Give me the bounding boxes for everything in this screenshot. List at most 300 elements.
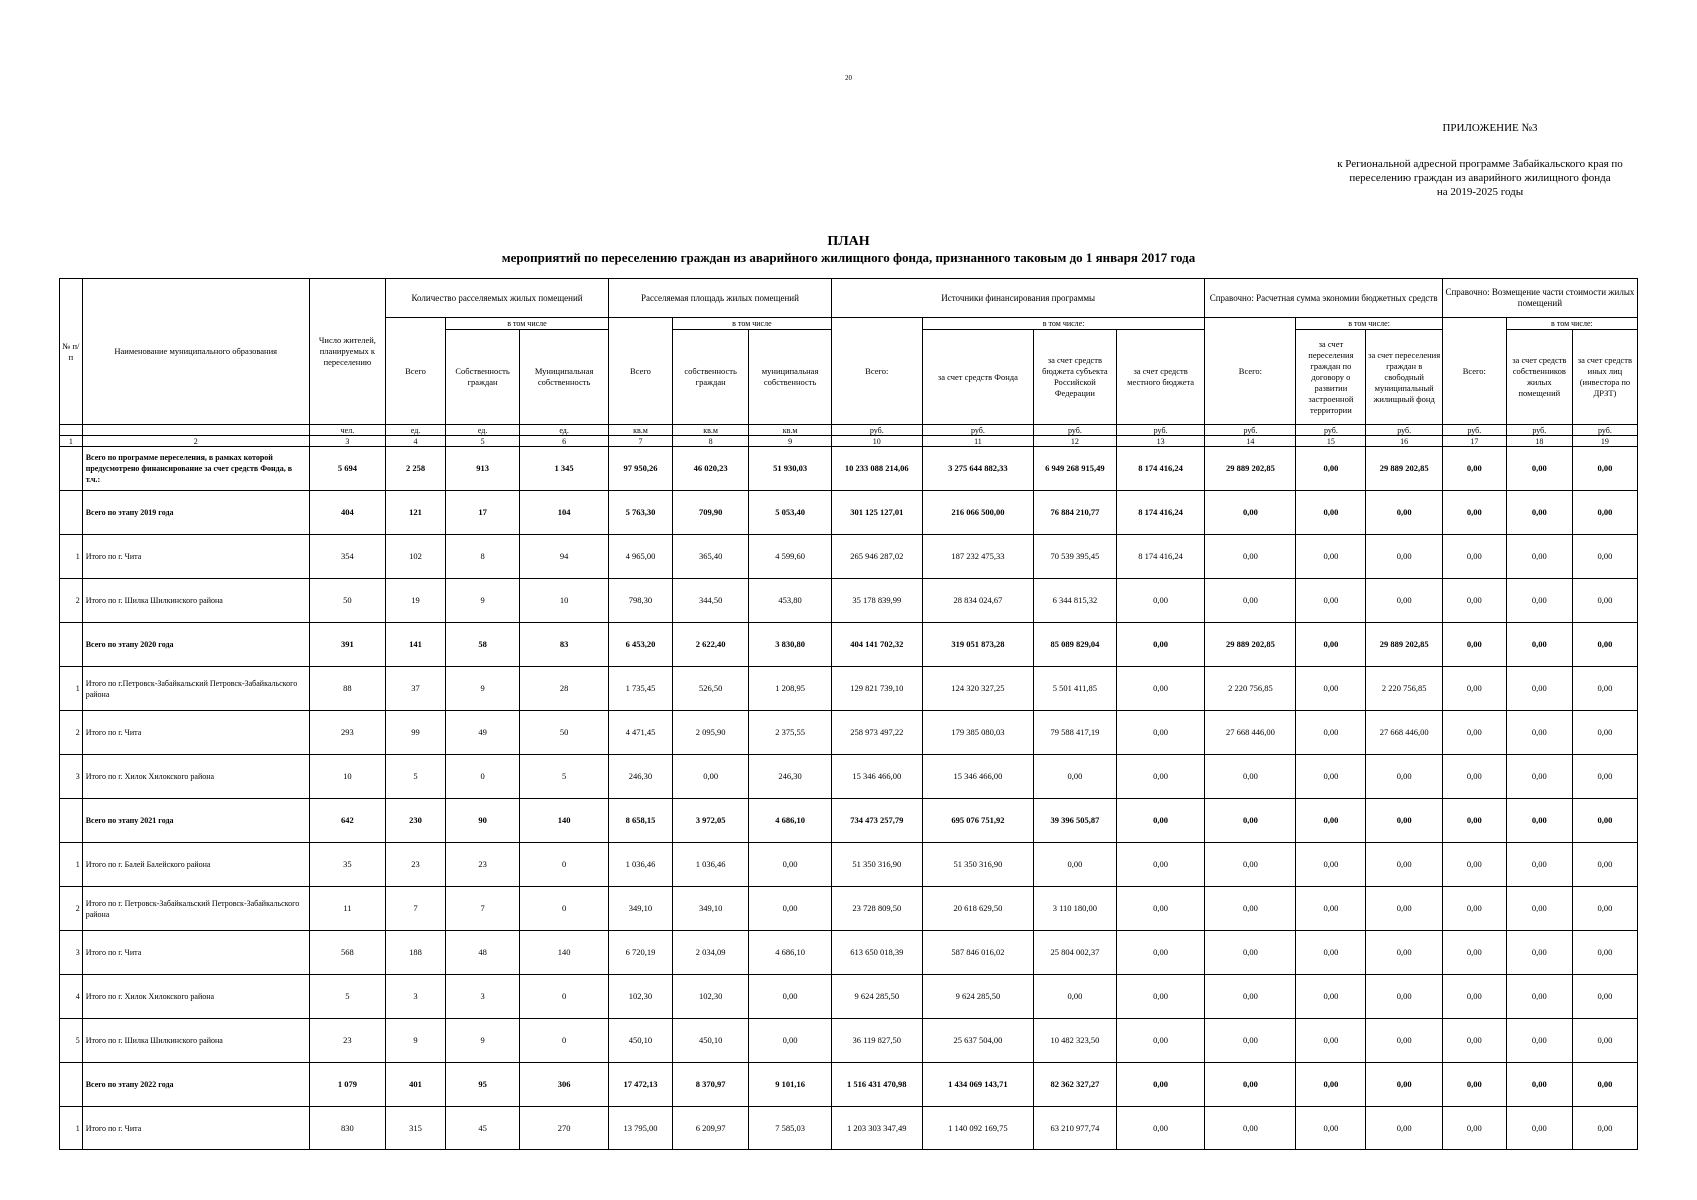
value-cell: 23 (445, 843, 519, 887)
value-cell: 6 949 268 915,49 (1034, 447, 1117, 491)
value-cell: 0,00 (1506, 887, 1572, 931)
unit-cell: руб. (1116, 425, 1205, 436)
value-cell: 9 (445, 1019, 519, 1063)
header-group-quantity: Количество расселяемых жилых помещений (386, 279, 609, 318)
value-cell: 0,00 (749, 1019, 832, 1063)
value-cell: 0,00 (1034, 755, 1117, 799)
value-cell: 293 (309, 711, 385, 755)
value-cell: 0,00 (1296, 931, 1366, 975)
unit-cell: руб. (1205, 425, 1296, 436)
value-cell: 3 110 180,00 (1034, 887, 1117, 931)
municipality-name: Итого по г. Петровск-Забайкальский Петровск-Забайкальского района (82, 887, 309, 931)
value-cell: 19 (386, 579, 446, 623)
value-cell: 301 125 127,01 (831, 491, 922, 535)
value-cell: 99 (386, 711, 446, 755)
value-cell: 140 (520, 931, 609, 975)
value-cell: 9 624 285,50 (831, 975, 922, 1019)
value-cell: 0,00 (672, 755, 748, 799)
value-cell: 0,00 (1296, 975, 1366, 1019)
value-cell: 365,40 (672, 535, 748, 579)
row-number: 1 (60, 667, 83, 711)
value-cell: 401 (386, 1063, 446, 1107)
value-cell: 2 095,90 (672, 711, 748, 755)
value-cell: 0,00 (1366, 1063, 1442, 1107)
value-cell: 0,00 (1506, 447, 1572, 491)
value-cell: 319 051 873,28 (922, 623, 1033, 667)
value-cell: 0,00 (1572, 931, 1637, 975)
value-cell: 0,00 (1296, 1107, 1366, 1150)
value-cell: 0 (520, 975, 609, 1019)
value-cell: 46 020,23 (672, 447, 748, 491)
value-cell: 0,00 (1442, 667, 1506, 711)
value-cell: 0,00 (1296, 711, 1366, 755)
value-cell: 7 (445, 887, 519, 931)
municipality-row (60, 711, 1638, 755)
value-cell: 0,00 (1116, 1019, 1205, 1063)
value-cell: 0,00 (1296, 491, 1366, 535)
column-number: 5 (445, 436, 519, 447)
municipality-name: Итого по г. Шилка Шилкинского района (82, 1019, 309, 1063)
value-cell: 102,30 (672, 975, 748, 1019)
row-number: 2 (60, 887, 83, 931)
column-number: 7 (608, 436, 672, 447)
value-cell: 4 599,60 (749, 535, 832, 579)
header-qty-own: Собственность граждан (445, 330, 519, 425)
value-cell: 0,00 (1366, 887, 1442, 931)
value-cell: 5 501 411,85 (1034, 667, 1117, 711)
stage-total-row (60, 447, 1638, 491)
value-cell: 0,00 (1116, 755, 1205, 799)
value-cell: 9 (386, 1019, 446, 1063)
value-cell: 29 889 202,85 (1366, 447, 1442, 491)
value-cell: 913 (445, 447, 519, 491)
row-number: 3 (60, 755, 83, 799)
value-cell: 17 (445, 491, 519, 535)
column-number: 10 (831, 436, 922, 447)
header-group-financing: Источники финансирования программы (831, 279, 1205, 318)
value-cell: 4 686,10 (749, 931, 832, 975)
value-cell: 51 350 316,90 (831, 843, 922, 887)
unit-cell: ед. (445, 425, 519, 436)
value-cell: 90 (445, 799, 519, 843)
value-cell: 1 203 303 347,49 (831, 1107, 922, 1150)
value-cell: 0,00 (1205, 1107, 1296, 1150)
municipality-name: Итого по г. Чита (82, 711, 309, 755)
value-cell: 35 (309, 843, 385, 887)
value-cell: 9 101,16 (749, 1063, 832, 1107)
value-cell: 94 (520, 535, 609, 579)
value-cell: 95 (445, 1063, 519, 1107)
value-cell: 0,00 (1205, 887, 1296, 931)
plan-table (59, 278, 1638, 1150)
header-group-economy: Справочно: Расчетная сумма экономии бюджетных средств (1205, 279, 1442, 318)
value-cell: 0,00 (1442, 447, 1506, 491)
value-cell: 0,00 (1296, 887, 1366, 931)
value-cell: 734 473 257,79 (831, 799, 922, 843)
value-cell: 0 (520, 887, 609, 931)
value-cell: 0,00 (1116, 711, 1205, 755)
value-cell: 15 346 466,00 (831, 755, 922, 799)
column-number: 19 (1572, 436, 1637, 447)
value-cell: 0,00 (1296, 1063, 1366, 1107)
row-number: 1 (60, 843, 83, 887)
value-cell: 0,00 (1506, 579, 1572, 623)
value-cell: 0 (520, 843, 609, 887)
header-fin-fund: за счет средств Фонда (922, 330, 1033, 425)
value-cell: 79 588 417,19 (1034, 711, 1117, 755)
header-fin-total: Всего: (831, 318, 922, 425)
value-cell: 50 (309, 579, 385, 623)
value-cell: 0,00 (1366, 755, 1442, 799)
row-number: 1 (60, 535, 83, 579)
value-cell: 45 (445, 1107, 519, 1150)
column-number: 15 (1296, 436, 1366, 447)
value-cell: 246,30 (749, 755, 832, 799)
unit-cell: кв.м (749, 425, 832, 436)
header-qty-incl: в том числе (445, 318, 608, 330)
value-cell: 344,50 (672, 579, 748, 623)
value-cell: 0,00 (1572, 711, 1637, 755)
unit-cell (60, 425, 83, 436)
row-number: 5 (60, 1019, 83, 1063)
value-cell: 124 320 327,25 (922, 667, 1033, 711)
header-fin-region: за счет средств бюджета субъекта Российской Федерации (1034, 330, 1117, 425)
value-cell: 4 471,45 (608, 711, 672, 755)
value-cell: 121 (386, 491, 446, 535)
value-cell: 25 804 002,37 (1034, 931, 1117, 975)
value-cell: 230 (386, 799, 446, 843)
value-cell: 28 834 024,67 (922, 579, 1033, 623)
value-cell: 0,00 (1034, 975, 1117, 1019)
value-cell: 2 375,55 (749, 711, 832, 755)
value-cell: 0,00 (1506, 799, 1572, 843)
value-cell: 25 637 504,00 (922, 1019, 1033, 1063)
value-cell: 613 650 018,39 (831, 931, 922, 975)
value-cell: 0,00 (1572, 887, 1637, 931)
value-cell: 0,00 (1506, 975, 1572, 1019)
unit-cell: руб. (1572, 425, 1637, 436)
value-cell: 0,00 (1116, 975, 1205, 1019)
value-cell: 0,00 (1366, 931, 1442, 975)
value-cell: 0,00 (1296, 1019, 1366, 1063)
value-cell: 9 (445, 579, 519, 623)
value-cell: 23 728 809,50 (831, 887, 922, 931)
value-cell: 695 076 751,92 (922, 799, 1033, 843)
value-cell: 453,80 (749, 579, 832, 623)
header-area-municipal: муниципальная собственность (749, 330, 832, 425)
row-number (60, 447, 83, 491)
appendix-note-line: к Региональной адресной программе Забайкальского края по (1337, 158, 1623, 170)
value-cell: 0,00 (1572, 843, 1637, 887)
value-cell: 8 174 416,24 (1116, 535, 1205, 579)
value-cell: 0,00 (1116, 931, 1205, 975)
value-cell: 0,00 (1442, 623, 1506, 667)
value-cell: 3 275 644 882,33 (922, 447, 1033, 491)
header-num: № п/п (60, 279, 83, 425)
column-number: 14 (1205, 436, 1296, 447)
value-cell: 27 668 446,00 (1205, 711, 1296, 755)
column-number: 16 (1366, 436, 1442, 447)
value-cell: 5 763,30 (608, 491, 672, 535)
value-cell: 76 884 210,77 (1034, 491, 1117, 535)
value-cell: 39 396 505,87 (1034, 799, 1117, 843)
value-cell: 0,00 (1572, 1107, 1637, 1150)
value-cell: 0,00 (1572, 667, 1637, 711)
value-cell: 0,00 (1506, 667, 1572, 711)
column-number: 9 (749, 436, 832, 447)
value-cell: 391 (309, 623, 385, 667)
value-cell: 1 516 431 470,98 (831, 1063, 922, 1107)
value-cell: 9 624 285,50 (922, 975, 1033, 1019)
value-cell: 1 036,46 (608, 843, 672, 887)
municipality-row (60, 755, 1638, 799)
value-cell: 0,00 (1205, 1019, 1296, 1063)
municipality-row (60, 579, 1638, 623)
value-cell: 0,00 (1205, 799, 1296, 843)
row-number (60, 799, 83, 843)
row-number (60, 623, 83, 667)
unit-cell: руб. (1366, 425, 1442, 436)
municipality-name: Итого по г. Хилок Хилокского района (82, 975, 309, 1019)
value-cell: 0,00 (1442, 711, 1506, 755)
value-cell: 265 946 287,02 (831, 535, 922, 579)
value-cell: 798,30 (608, 579, 672, 623)
value-cell: 48 (445, 931, 519, 975)
value-cell: 0,00 (1506, 755, 1572, 799)
value-cell: 0,00 (1296, 579, 1366, 623)
value-cell: 0 (445, 755, 519, 799)
municipality-row (60, 1019, 1638, 1063)
value-cell: 3 972,05 (672, 799, 748, 843)
value-cell: 0,00 (1442, 975, 1506, 1019)
value-cell: 2 622,40 (672, 623, 748, 667)
header-qty-municipal: Муниципальная собственность (520, 330, 609, 425)
unit-cell: руб. (831, 425, 922, 436)
header-group-compensation: Справочно: Возмещение части стоимости жилых помещений (1442, 279, 1637, 318)
value-cell: 1 345 (520, 447, 609, 491)
value-cell: 0,00 (1116, 843, 1205, 887)
value-cell: 70 539 395,45 (1034, 535, 1117, 579)
header-area-incl: в том числе (672, 318, 831, 330)
value-cell: 97 950,26 (608, 447, 672, 491)
value-cell: 1 140 092 169,75 (922, 1107, 1033, 1150)
value-cell: 0,00 (1572, 1063, 1637, 1107)
value-cell: 450,10 (672, 1019, 748, 1063)
municipality-name: Всего по этапу 2022 года (82, 1063, 309, 1107)
value-cell: 63 210 977,74 (1034, 1107, 1117, 1150)
value-cell: 8 174 416,24 (1116, 491, 1205, 535)
municipality-row (60, 975, 1638, 1019)
value-cell: 0,00 (1442, 1019, 1506, 1063)
value-cell: 0,00 (1506, 535, 1572, 579)
unit-cell: кв.м (672, 425, 748, 436)
value-cell: 0,00 (1442, 887, 1506, 931)
value-cell: 10 (520, 579, 609, 623)
value-cell: 0,00 (1205, 491, 1296, 535)
value-cell: 830 (309, 1107, 385, 1150)
value-cell: 0,00 (1366, 491, 1442, 535)
value-cell: 0,00 (1572, 491, 1637, 535)
value-cell: 1 434 069 143,71 (922, 1063, 1033, 1107)
value-cell: 8 658,15 (608, 799, 672, 843)
value-cell: 526,50 (672, 667, 748, 711)
value-cell: 29 889 202,85 (1366, 623, 1442, 667)
value-cell: 187 232 475,33 (922, 535, 1033, 579)
value-cell: 709,90 (672, 491, 748, 535)
value-cell: 0,00 (1116, 623, 1205, 667)
value-cell: 27 668 446,00 (1366, 711, 1442, 755)
header-area-total: Всего (608, 318, 672, 425)
header-econ-incl: в том числе: (1296, 318, 1443, 330)
value-cell: 1 208,95 (749, 667, 832, 711)
value-cell: 88 (309, 667, 385, 711)
municipality-name: Итого по г. Чита (82, 1107, 309, 1150)
value-cell: 140 (520, 799, 609, 843)
value-cell: 0,00 (1116, 667, 1205, 711)
value-cell: 7 (386, 887, 446, 931)
value-cell: 1 735,45 (608, 667, 672, 711)
value-cell: 0,00 (1296, 755, 1366, 799)
value-cell: 129 821 739,10 (831, 667, 922, 711)
header-econ-development: за счет переселения граждан по договору о развитии застроенной территории (1296, 330, 1366, 425)
value-cell: 3 (386, 975, 446, 1019)
municipality-row (60, 667, 1638, 711)
row-number: 2 (60, 711, 83, 755)
value-cell: 4 686,10 (749, 799, 832, 843)
value-cell: 0,00 (1572, 799, 1637, 843)
row-number: 2 (60, 579, 83, 623)
value-cell: 36 119 827,50 (831, 1019, 922, 1063)
appendix-title: ПРИЛОЖЕНИЕ №3 (1442, 122, 1538, 134)
value-cell: 1 036,46 (672, 843, 748, 887)
value-cell: 58 (445, 623, 519, 667)
document-subtitle: мероприятий по переселению граждан из аварийного жилищного фонда, признанного таковым до 1 января 2017 года (501, 250, 1196, 265)
unit-cell: руб. (1442, 425, 1506, 436)
value-cell: 587 846 016,02 (922, 931, 1033, 975)
column-number: 1 (60, 436, 83, 447)
value-cell: 0,00 (1205, 843, 1296, 887)
value-cell: 0,00 (1205, 931, 1296, 975)
value-cell: 5 053,40 (749, 491, 832, 535)
value-cell: 0,00 (1572, 579, 1637, 623)
value-cell: 0,00 (1506, 1063, 1572, 1107)
value-cell: 51 930,03 (749, 447, 832, 491)
value-cell: 0,00 (1506, 1107, 1572, 1150)
unit-cell: руб. (1296, 425, 1366, 436)
value-cell: 0,00 (1116, 1107, 1205, 1150)
value-cell: 35 178 839,99 (831, 579, 922, 623)
unit-cell: ед. (386, 425, 446, 436)
value-cell: 141 (386, 623, 446, 667)
column-number: 17 (1442, 436, 1506, 447)
column-number: 11 (922, 436, 1033, 447)
municipality-name: Итого по г.Петровск-Забайкальский Петровск-Забайкальского района (82, 667, 309, 711)
value-cell: 0,00 (1442, 1063, 1506, 1107)
value-cell: 258 973 497,22 (831, 711, 922, 755)
value-cell: 102,30 (608, 975, 672, 1019)
value-cell: 6 344 815,32 (1034, 579, 1117, 623)
unit-cell: руб. (1506, 425, 1572, 436)
stage-total-row (60, 623, 1638, 667)
value-cell: 0,00 (1296, 535, 1366, 579)
value-cell: 0,00 (1366, 799, 1442, 843)
municipality-name: Итого по г. Хилок Хилокского района (82, 755, 309, 799)
municipality-name: Итого по г. Чита (82, 535, 309, 579)
value-cell: 0,00 (1572, 535, 1637, 579)
value-cell: 0,00 (1205, 975, 1296, 1019)
row-number: 4 (60, 975, 83, 1019)
value-cell: 49 (445, 711, 519, 755)
plan-table-body (60, 425, 1638, 1150)
value-cell: 0,00 (1296, 447, 1366, 491)
value-cell: 0,00 (1506, 711, 1572, 755)
value-cell: 6 720,19 (608, 931, 672, 975)
value-cell: 0,00 (1572, 755, 1637, 799)
value-cell: 10 482 323,50 (1034, 1019, 1117, 1063)
value-cell: 102 (386, 535, 446, 579)
column-number: 2 (82, 436, 309, 447)
appendix-note-line: на 2019-2025 годы (1436, 186, 1524, 198)
value-cell: 306 (520, 1063, 609, 1107)
value-cell: 404 141 702,32 (831, 623, 922, 667)
value-cell: 0,00 (1572, 447, 1637, 491)
value-cell: 179 385 080,03 (922, 711, 1033, 755)
units-row (60, 425, 1638, 436)
value-cell: 37 (386, 667, 446, 711)
value-cell: 8 174 416,24 (1116, 447, 1205, 491)
header-econ-free-fund: за счет переселения граждан в свободный муниципальный жилищный фонд (1366, 330, 1442, 425)
value-cell: 15 346 466,00 (922, 755, 1033, 799)
value-cell: 5 694 (309, 447, 385, 491)
value-cell: 0,00 (1442, 1107, 1506, 1150)
value-cell: 2 220 756,85 (1205, 667, 1296, 711)
value-cell: 51 350 316,90 (922, 843, 1033, 887)
value-cell: 0,00 (1572, 975, 1637, 1019)
appendix-note (1310, 157, 1650, 199)
value-cell: 29 889 202,85 (1205, 623, 1296, 667)
value-cell: 0,00 (1442, 799, 1506, 843)
value-cell: 10 233 088 214,06 (831, 447, 922, 491)
value-cell: 450,10 (608, 1019, 672, 1063)
value-cell: 10 (309, 755, 385, 799)
header-municipality: Наименование муниципального образования (82, 279, 309, 425)
value-cell: 0,00 (749, 887, 832, 931)
unit-cell: ед. (520, 425, 609, 436)
value-cell: 349,10 (672, 887, 748, 931)
column-number: 3 (309, 436, 385, 447)
value-cell: 0,00 (1442, 535, 1506, 579)
value-cell: 13 795,00 (608, 1107, 672, 1150)
header-area-own: собственность граждан (672, 330, 748, 425)
value-cell: 0,00 (1205, 1063, 1296, 1107)
value-cell: 315 (386, 1107, 446, 1150)
value-cell: 0 (520, 1019, 609, 1063)
value-cell: 0,00 (1506, 1019, 1572, 1063)
municipality-row (60, 931, 1638, 975)
municipality-name: Итого по г. Чита (82, 931, 309, 975)
value-cell: 6 209,97 (672, 1107, 748, 1150)
header-comp-owners: за счет средств собственников жилых помещений (1506, 330, 1572, 425)
value-cell: 85 089 829,04 (1034, 623, 1117, 667)
municipality-row (60, 1107, 1638, 1150)
value-cell: 83 (520, 623, 609, 667)
value-cell: 8 (445, 535, 519, 579)
value-cell: 188 (386, 931, 446, 975)
value-cell: 11 (309, 887, 385, 931)
unit-cell: чел. (309, 425, 385, 436)
value-cell: 6 453,20 (608, 623, 672, 667)
row-number: 3 (60, 931, 83, 975)
